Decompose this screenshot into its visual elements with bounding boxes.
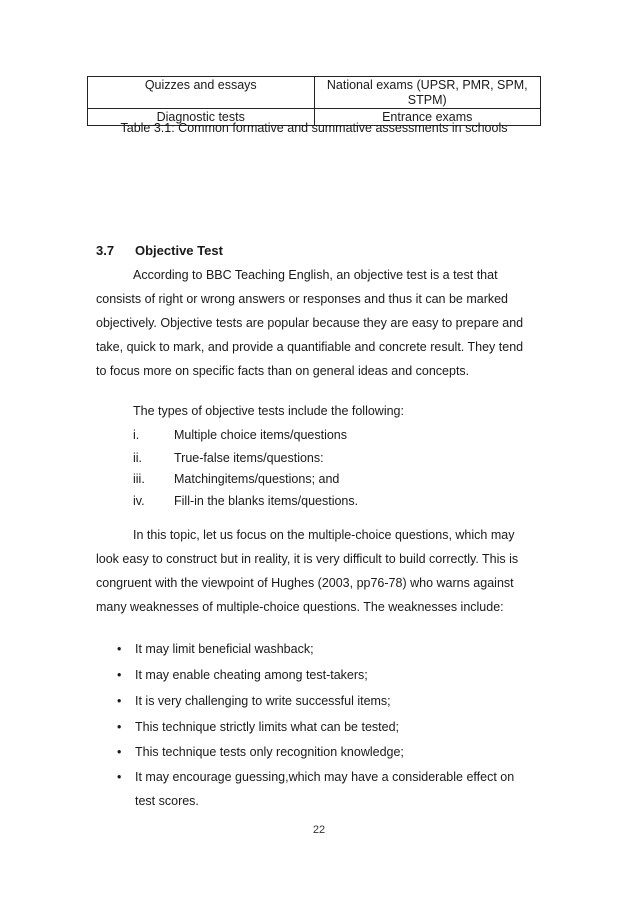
list-number: iv.	[133, 494, 145, 508]
section-title: Objective Test	[135, 243, 223, 258]
bullet-icon: •	[117, 770, 122, 784]
bullet-item: This technique strictly limits what can be tested;	[135, 720, 400, 734]
table-caption: Table 3.1: Common formative and summative assessments in schools	[120, 121, 508, 135]
paragraph-line: objectively. Objective tests are popular because they are easy to prepare and	[96, 316, 524, 330]
bullet-item: It may limit beneficial washback;	[135, 642, 314, 656]
list-number: ii.	[133, 451, 143, 465]
bullet-item: This technique tests only recognition knowledge;	[135, 745, 404, 759]
bullet-item: It may encourage guessing,which may have a considerable effect on	[135, 770, 515, 784]
paragraph-line: According to BBC Teaching English, an objective test is a test that	[133, 268, 498, 282]
paragraph-line: In this topic, let us focus on the multiple-choice questions, which may	[133, 528, 515, 542]
bullet-item: It is very challenging to write successful items;	[135, 694, 391, 708]
table-cell: Entrance exams	[314, 109, 541, 126]
list-number: i.	[133, 428, 140, 442]
paragraph-line: congruent with the viewpoint of Hughes (2003, pp76-78) who warns against	[96, 576, 514, 590]
paragraph-line: take, quick to mark, and provide a quantifiable and concrete result. They tend	[96, 340, 524, 354]
assessment-table	[87, 76, 541, 126]
list-item: True-false items/questions:	[174, 451, 324, 465]
page-number: 22	[312, 824, 326, 836]
list-item: Matchingitems/questions; and	[174, 472, 340, 486]
bullet-icon: •	[117, 694, 122, 708]
list-item: Fill-in the blanks items/questions.	[174, 494, 359, 508]
list-item: Multiple choice items/questions	[174, 428, 347, 442]
paragraph-line: many weaknesses of multiple-choice questions. The weaknesses include:	[96, 600, 504, 614]
table-cell: Quizzes and essays	[88, 77, 315, 109]
bullet-item: It may enable cheating among test-takers;	[135, 668, 368, 682]
bullet-icon: •	[117, 668, 122, 682]
section-number: 3.7	[96, 243, 115, 258]
types-intro: The types of objective tests include the following:	[133, 404, 404, 418]
paragraph-line: look easy to construct but in reality, it is very difficult to build correctly. This is	[96, 552, 519, 566]
paragraph-line: to focus more on specific facts than on general ideas and concepts.	[96, 364, 470, 378]
table-cell: Diagnostic tests	[88, 109, 315, 126]
bullet-icon: •	[117, 745, 122, 759]
bullet-item-continuation: test scores.	[135, 794, 199, 808]
paragraph-line: consists of right or wrong answers or responses and thus it can be marked	[96, 292, 509, 306]
bullet-icon: •	[117, 642, 122, 656]
table-row	[88, 77, 541, 109]
table-cell: National exams (UPSR, PMR, SPM, STPM)	[314, 77, 541, 109]
list-number: iii.	[133, 472, 145, 486]
bullet-icon: •	[117, 720, 122, 734]
